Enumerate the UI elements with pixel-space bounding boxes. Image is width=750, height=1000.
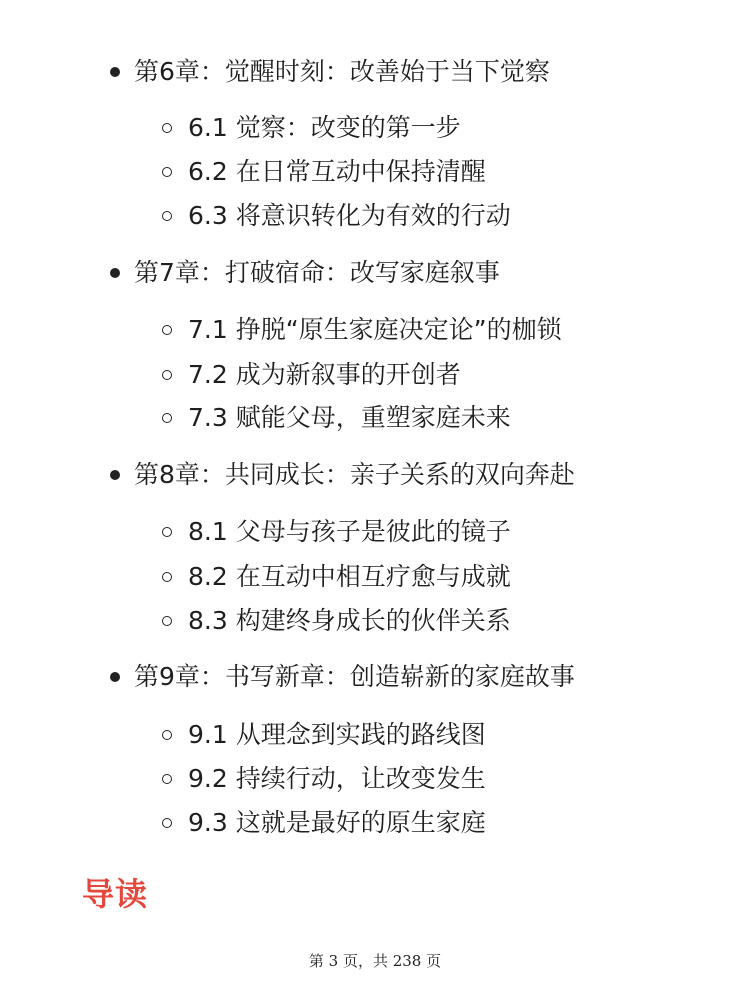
chapter-title: 第7章：打破宿命：改写家庭叙事 — [134, 258, 500, 287]
bullet-circle-icon — [162, 818, 172, 828]
chapter-title: 第6章：觉醒时刻：改善始于当下觉察 — [134, 57, 550, 86]
page-number-footer: 第 3 页，共 238 页 — [308, 952, 442, 970]
chapter-title: 第8章：共同成长：亲子关系的双向奔赴 — [134, 460, 575, 489]
bullet-circle-icon — [162, 774, 172, 784]
toc-section — [0, 559, 750, 595]
bullet-circle-icon — [162, 123, 172, 133]
bullet-disc-icon — [110, 268, 120, 278]
toc-section — [0, 761, 750, 797]
section-title: 8.2 在互动中相互疗愈与成就 — [188, 562, 511, 591]
bullet-circle-icon — [162, 730, 172, 740]
toc-section — [0, 357, 750, 393]
toc-section — [0, 717, 750, 753]
bullet-circle-icon — [162, 370, 172, 380]
section-title: 8.1 父母与孩子是彼此的镜子 — [188, 517, 511, 546]
section-title: 7.1 挣脱“原生家庭决定论”的枷锁 — [188, 315, 562, 344]
bullet-circle-icon — [162, 167, 172, 177]
toc-section — [0, 198, 750, 234]
section-title: 6.2 在日常互动中保持清醒 — [188, 157, 486, 186]
section-title: 7.3 赋能父母，重塑家庭未来 — [188, 403, 511, 432]
section-title: 9.3 这就是最好的原生家庭 — [188, 808, 486, 837]
section-title: 6.1 觉察：改变的第一步 — [188, 113, 461, 142]
toc-section — [0, 110, 750, 146]
section-heading-intro: 导读 — [82, 875, 149, 913]
bullet-circle-icon — [162, 527, 172, 537]
toc-section — [0, 400, 750, 436]
toc-section — [0, 514, 750, 550]
chapter-title: 第9章：书写新章：创造崭新的家庭故事 — [134, 662, 575, 691]
bullet-disc-icon — [110, 470, 120, 480]
section-title: 6.3 将意识转化为有效的行动 — [188, 201, 511, 230]
bullet-disc-icon — [110, 67, 120, 77]
section-title: 7.2 成为新叙事的开创者 — [188, 360, 461, 389]
toc-section — [0, 603, 750, 639]
section-title: 8.3 构建终身成长的伙伴关系 — [188, 606, 511, 635]
bullet-disc-icon — [110, 672, 120, 682]
bullet-circle-icon — [162, 325, 172, 335]
bullet-circle-icon — [162, 211, 172, 221]
section-title: 9.2 持续行动，让改变发生 — [188, 764, 486, 793]
section-title: 9.1 从理念到实践的路线图 — [188, 720, 486, 749]
toc-section — [0, 154, 750, 190]
bullet-circle-icon — [162, 616, 172, 626]
toc-section — [0, 805, 750, 841]
bullet-circle-icon — [162, 572, 172, 582]
toc-section — [0, 312, 750, 348]
bullet-circle-icon — [162, 413, 172, 423]
